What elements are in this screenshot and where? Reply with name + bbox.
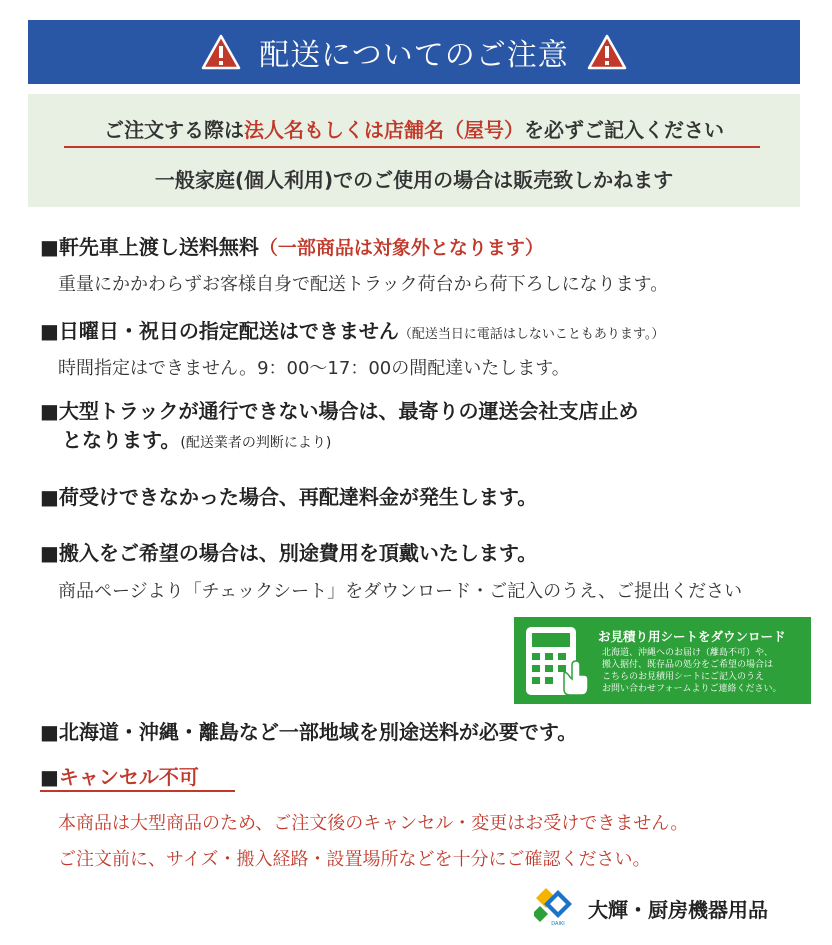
- svg-text:DAIKI: DAIKI: [551, 921, 565, 926]
- notice-underline: [64, 146, 760, 148]
- order-notice-line1: ご注文する際は法人名もしくは店舗名（屋号）を必ずご記入ください: [104, 118, 724, 142]
- carry-in-fee-heading: ■搬入をご希望の場合は、別途費用を頂戴いたします。: [40, 541, 538, 565]
- warning-icon: [201, 34, 241, 70]
- page-header: [28, 20, 800, 84]
- daiki-logo: [534, 886, 578, 930]
- estimate-banner-title: お見積り用シートをダウンロード: [598, 629, 786, 644]
- free-shipping-heading: ■軒先車上渡し送料無料（一部商品は対象外となります）: [40, 235, 544, 259]
- check-sheet-note: 商品ページより「チェックシート」をダウンロード・ご記入のうえ、ご提出ください: [58, 581, 743, 602]
- estimate-banner-body: 北海道、沖縄へのお届け（離島不可）や、 搬入据付、既存品の処分をご希望の場合は こちらのお見積用シートにご記入のうえ お問い合わせフォームよりご連絡ください。: [602, 648, 782, 694]
- remote-area-shipping-heading: ■北海道・沖縄・離島など一部地域を別途送料が必要です。: [40, 720, 578, 744]
- calculator-icon: [524, 625, 590, 703]
- cancel-underline: [40, 790, 235, 792]
- no-cancellation-heading: ■キャンセル不可: [40, 765, 199, 789]
- estimate-sheet-download-banner[interactable]: [514, 617, 811, 704]
- holiday-delivery-heading: ■日曜日・祝日の指定配送はできません（配送当日に電話はしないこともあります。）: [40, 319, 665, 343]
- large-truck-heading: ■大型トラックが通行できない場合は、最寄りの運送会社支店止め: [40, 399, 639, 423]
- order-notice-line2: 一般家庭(個人利用)でのご使用の場合は販売致しかねます: [154, 168, 674, 192]
- no-cancellation-note: 本商品は大型商品のため、ご注文後のキャンセル・変更はお受けできません。: [58, 813, 689, 834]
- warning-icon: [587, 34, 627, 70]
- brand-footer: [534, 886, 768, 930]
- order-notice-box: [28, 94, 800, 207]
- large-truck-heading-cont: となります。(配送業者の判断により): [62, 428, 332, 452]
- redelivery-fee-heading: ■荷受けできなかった場合、再配達料金が発生します。: [40, 485, 538, 509]
- business-name-requirement: 法人名もしくは店舗名（屋号）: [244, 118, 524, 142]
- confirm-before-order-note: ご注文前に、サイズ・搬入経路・設置場所などを十分にご確認ください。: [58, 849, 651, 870]
- page-title: 配送についてのご注意: [259, 38, 569, 73]
- brand-name: 大輝・厨房機器用品: [588, 897, 768, 922]
- delivery-time-note: 時間指定はできません。9：00～17：00の間配達いたします。: [58, 358, 570, 379]
- free-shipping-note: 重量にかかわらずお客様自身で配送トラック荷台から荷下ろしになります。: [58, 274, 669, 295]
